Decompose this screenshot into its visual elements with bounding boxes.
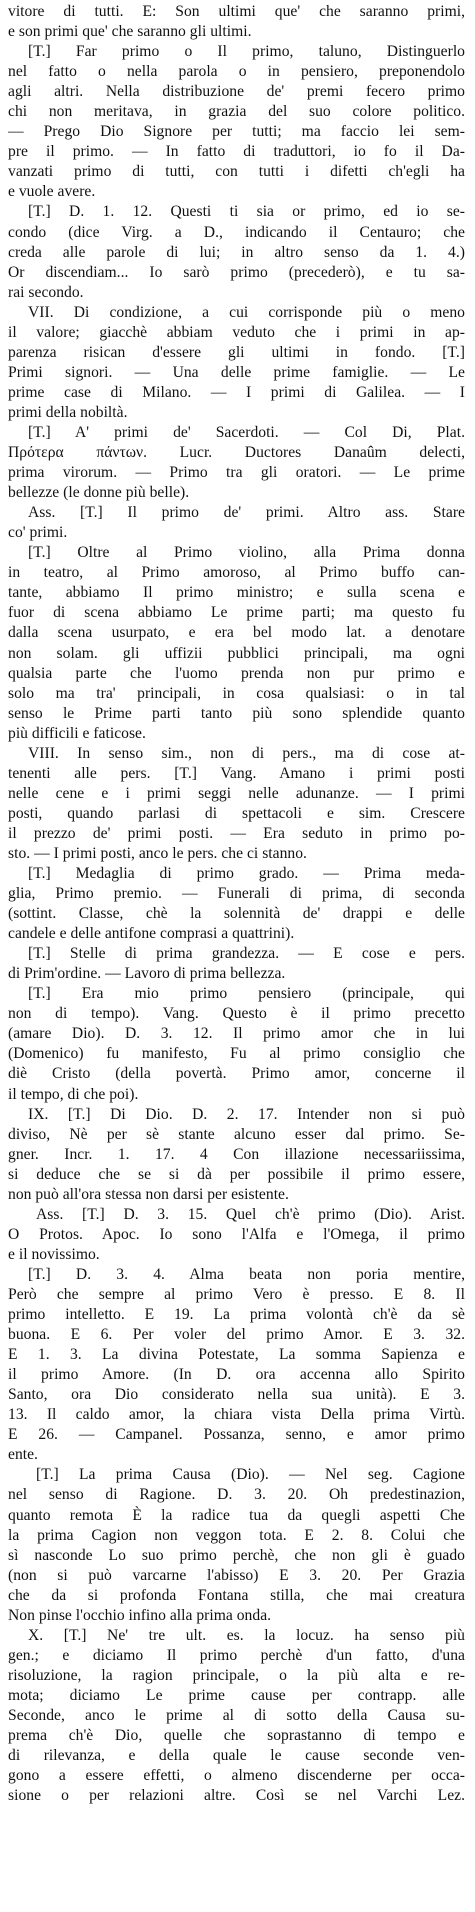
text-line: [T.] D. 1. 12. Questi ti sia or primo, ed io se- xyxy=(28,203,465,221)
text-line: dalla scena usurpato, e era bel modo lat. a denotare xyxy=(8,624,465,642)
text-line: in teatro, al Primo amoroso, al Primo buffo can- xyxy=(8,564,465,582)
text-line: E 26. — Campanel. Possanza, senno, e amor primo xyxy=(8,1426,465,1444)
text-line: tenenti alle pers. [T.] Vang. Amano i primi posti xyxy=(8,764,465,782)
text-line: di rilevanza, e della quale le cause seconde ven- xyxy=(8,1747,465,1765)
text-line: (sottint. Classe, chè la solennità de' drappi e delle xyxy=(8,905,465,923)
text-line: gen.; e diciamo Il primo perchè d'un fatto, d'una xyxy=(8,1646,465,1664)
text-line: nelle cene e i primi seggi nelle adunanze. — I primi xyxy=(8,784,465,802)
text-line: nel fatto o nella parola o in pensiero, preponendolo xyxy=(8,63,465,81)
text-line: E 1. 3. La divina Potestate, La somma Sapienza e xyxy=(8,1346,465,1364)
text-line: creda alle parole di lui; in altro senso da 1. 4.) xyxy=(8,243,465,261)
text-line: primi della nobiltà. xyxy=(8,403,128,421)
text-line: [T.] Stelle di prima grandezza. — E cose e pers. xyxy=(28,945,465,963)
text-line: quanto remota È la radice tua da quegli aspetti Che xyxy=(8,1506,465,1524)
text-line: la prima Cagion non veggon tota. E 2. 8. Colui che xyxy=(8,1526,465,1544)
text-line: Santo, ora Dio considerato nella sua unità). E 3. xyxy=(8,1386,465,1404)
text-line: Seconde, anco le prime al di sotto della Causa su- xyxy=(8,1706,465,1724)
text-line: che da si profonda Fontana stilla, che mai creatura xyxy=(8,1586,465,1604)
text-line: chi non meritava, in grazia del suo colore politico. xyxy=(8,103,465,121)
text-line: il primo Amore. (In D. ora accenna allo Spirito xyxy=(8,1366,465,1384)
text-line: vanzati primo di tutti, con tutti i difetti ch'egli ha xyxy=(8,163,465,181)
text-line: e il novissimo. xyxy=(8,1245,100,1263)
text-line: glia, Primo premio. — Funerali di prima, di seconda xyxy=(8,885,465,903)
text-line: VII. Di condizione, a cui corrisponde più o meno xyxy=(28,303,465,321)
text-line: VIII. In senso sim., non di pers., ma di cose at- xyxy=(28,744,465,762)
text-line: diè Cristo (della povertà. Primo amor, concerne il xyxy=(8,1065,465,1083)
text-line: di Prim'ordine. — Lavoro di prima bellezza. xyxy=(8,965,286,983)
text-line: sì nasconde Lo suo primo perchè, che non gli è guado xyxy=(8,1546,465,1564)
text-line: co' primi. xyxy=(8,524,68,542)
text-line: — Prego Dio Signore per tutti; ma faccio lei sem- xyxy=(8,123,465,141)
text-line: sto. — I primi posti, anco le pers. che ci stanno. xyxy=(8,844,307,862)
text-line: Πρότερα πάντων. Lucr. Ductores Danaûm delecti, xyxy=(8,444,465,462)
text-line: prema ch'è Dio, quelle che soprastanno di tempo e xyxy=(8,1727,465,1745)
text-line: il valore; giacchè abbiam veduto che i primi in ap- xyxy=(8,323,465,341)
text-line: prima virorum. — Primo tra gli oratori. — Le prime xyxy=(8,464,465,482)
text-line: solo ma tra' principali, in cosa qualsiasi: o in tal xyxy=(8,684,465,702)
text-line: buona. E 6. Per voler del primo Amor. E 3. 32. xyxy=(8,1326,465,1344)
text-line: gono a essere effetti, o almeno discenderne per occa- xyxy=(8,1767,465,1785)
text-line: condo (dice Virg. a D., indicando il Centauro; che xyxy=(8,223,465,241)
text-line: e son primi que' che saranno gli ultimi. xyxy=(8,23,252,41)
text-line: Ass. [T.] D. 3. 15. Quel ch'è primo (Dio). Arist. xyxy=(36,1205,465,1223)
text-line: il tempo, di che poi). xyxy=(8,1085,139,1103)
text-line: Ass. [T.] Il primo de' primi. Altro ass. Stare xyxy=(28,504,465,522)
text-line: non solam. gli uffizii pubblici principali, ma ogni xyxy=(8,644,465,662)
text-line: X. [T.] Ne' tre ult. es. la locuz. ha senso più xyxy=(28,1626,465,1644)
text-line: parenza risican d'essere gli ultimi in fondo. [T.] xyxy=(8,343,465,361)
text-line: [T.] Oltre al Primo violino, alla Prima donna xyxy=(28,544,465,562)
text-line: diviso, Nè per sè stante alcuno esser dal primo. Se- xyxy=(8,1125,465,1143)
text-line: non può all'ora stessa non darsi per esistente. xyxy=(8,1185,289,1203)
text-line: Però che sempre al primo Vero è presso. E 8. Il xyxy=(8,1286,465,1303)
text-line: senso le Prime parti tanto più sono splendide quanto xyxy=(8,704,465,722)
text-line: Non pinse l'occhio infino alla prima onda. xyxy=(8,1606,272,1624)
text-line: vitore di tutti. E: Son ultimi que' che saranno primi, xyxy=(8,3,465,20)
text-line: [T.] D. 3. 4. Alma beata non poria mentire, xyxy=(28,1265,465,1283)
text-line: [T.] Era mio primo pensiero (principale, qui xyxy=(28,985,465,1003)
text-line: bellezze (le donne più belle). xyxy=(8,484,190,502)
text-line: il prezzo de' primi posti. — Era seduto in primo po- xyxy=(8,824,465,842)
text-line: Or discendiam... Io sarò primo (precederò), e tu sa- xyxy=(8,263,465,281)
text-line: più difficili e faticose. xyxy=(8,724,146,742)
text-line: O Protos. Apoc. Io sono l'Alfa e l'Omega, il primo xyxy=(8,1225,465,1243)
text-line: primo intelletto. E 19. La prima volontà ch'è da sè xyxy=(8,1306,465,1324)
text-line: [T.] Far primo o Il primo, taluno, Distinguerlo xyxy=(28,43,465,61)
text-line: risoluzione, la ragion principale, o la più alta e re- xyxy=(8,1666,465,1684)
text-line: (Domenico) fu manifesto, Fu al primo consiglio che xyxy=(8,1045,465,1063)
text-line: prime case di Milano. — I primi di Galilea. — I xyxy=(8,383,465,401)
text-line: fuor di scena abbiamo Le prime parti; ma questo fu xyxy=(8,604,465,622)
text-line: rai secondo. xyxy=(8,283,84,301)
text-line: Primi signori. — Una delle prime famiglie. — Le xyxy=(8,363,465,381)
text-line: posti, quando parlasi di spettacoli e sim. Crescere xyxy=(8,804,465,822)
text-line: [T.] Medaglia di primo grado. — Prima meda- xyxy=(28,865,465,883)
text-line: mota; diciamo Le prime cause per contrapp. alle xyxy=(8,1686,465,1704)
text-line: [T.] La prima Causa (Dio). — Nel seg. Cagione xyxy=(36,1466,465,1484)
text-line: candele e delle antifone comprasi a quattrini). xyxy=(8,925,295,943)
text-line: sione o per relazioni altre. Così se nel Varchi Lez. xyxy=(8,1787,465,1805)
text-line: nel senso di Ragione. D. 3. 20. Oh predestinazion, xyxy=(8,1486,465,1504)
text-line: IX. [T.] Di Dio. D. 2. 17. Intender non si può xyxy=(28,1105,465,1123)
text-line: si deduce che se si dà per possibile il primo essere, xyxy=(8,1165,465,1183)
text-line: (amare Dio). D. 3. 12. Il primo amor che in lui xyxy=(8,1025,465,1043)
text-line: non di tempo). Vang. Questo è il primo precetto xyxy=(8,1005,465,1023)
text-line: agli altri. Nella distribuzione de' premi fecero primo xyxy=(8,83,465,101)
text-line: ente. xyxy=(8,1446,38,1464)
text-line: [T.] A' primi de' Sacerdoti. — Col Di, Plat. xyxy=(28,423,465,441)
text-line: (non si può varcarne l'abisso) E 3. 20. Per Grazia xyxy=(8,1566,465,1584)
text-line: gner. Incr. 1. 17. 4 Con illazione necessariissima, xyxy=(8,1145,465,1163)
text-line: 13. Il caldo amor, la chiara vista Della prima Virtù. xyxy=(8,1406,465,1424)
text-line: tante, abbiamo Il primo ministro; e sulla scena e xyxy=(8,584,465,602)
text-line: qualsia parte che l'uomo prenda non pur primo e xyxy=(8,664,465,682)
text-line: e vuole avere. xyxy=(8,183,96,201)
text-line: pre il primo. — In fatto di traduttori, io fo il Da- xyxy=(8,143,465,161)
